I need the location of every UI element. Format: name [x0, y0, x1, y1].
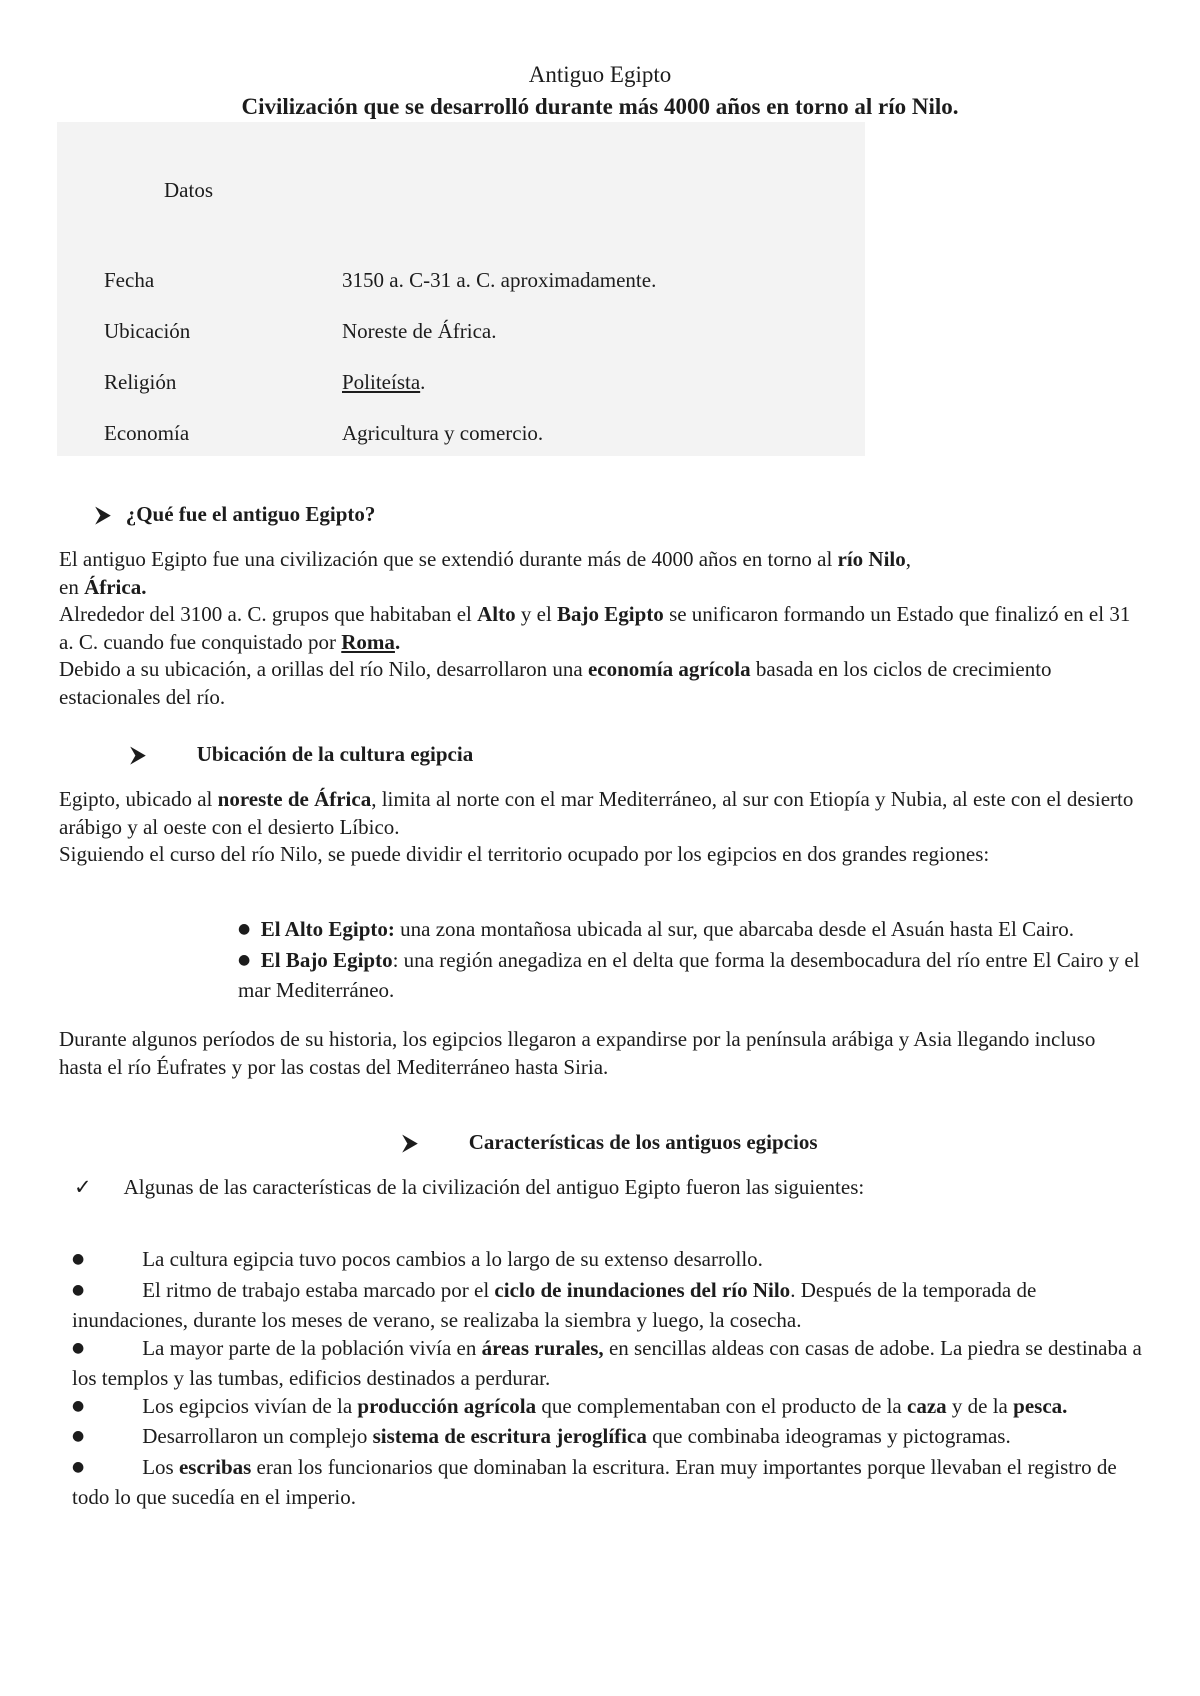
bullet-icon: ● — [238, 921, 251, 937]
checkmark-icon: ✓ — [74, 1175, 92, 1199]
page-subtitle: Civilización que se desarrolló durante más 4000 años en torno al río Nilo. — [241, 94, 959, 119]
section2-paragraph-3: Durante algunos períodos de su historia, los egipcios llegaron a expandirse por la península arábiga y Asia llegando incluso hasta el río Éufrates y por las costas del Mediterráneo hasta Siria. — [59, 1027, 1096, 1079]
roma-link[interactable]: Roma — [341, 629, 395, 654]
bullet-icon: ● — [72, 1428, 85, 1444]
list-item: ● Los egipcios vivían de la producción agrícola que complementaban con el producto de la caza y de la pesca. — [72, 1393, 1068, 1418]
section-heading-caracteristicas: ⮞ Características de los antiguos egipcios — [403, 1130, 818, 1154]
characteristics-list — [72, 1246, 1152, 1512]
table-label-fecha: Fecha — [104, 268, 155, 292]
regions-list — [238, 916, 1158, 1005]
table-value-ubicacion: Noreste de África. — [342, 319, 497, 343]
page-title: Antiguo Egipto — [528, 62, 672, 87]
bullet-icon: ● — [72, 1458, 85, 1475]
list-item: ● La cultura egipcia tuvo pocos cambios a lo largo de su extenso desarrollo. — [72, 1247, 763, 1271]
section1-paragraph-2: Alrededor del 3100 a. C. grupos que habitaban el Alto y el Bajo Egipto se unificaron formando un Estado que finalizó en el 31 a. C. cuando fue conquistado por Roma. — [59, 602, 1131, 654]
arrow-bullet-icon: ⮞ — [403, 1130, 418, 1154]
list-item: ● El ritmo de trabajo estaba marcado por el ciclo de inundaciones del río Nilo. Después de la temporada de inundaciones, durante los meses de verano, se realizaba la siembra y luego, la cosecha. — [72, 1277, 1037, 1332]
section1-paragraphs: El antiguo Egipto fue una civilización que se extendió durante más de 4000 años en torno al río Nilo, en África. Alrededor del 3100 a. C. grupos que habitaban el Alto y el Bajo Egipto se unificaron formando un Estado que finalizó en el 31 a. C. cuando fue conquistado por Roma. Debido a su ubicación, a orillas del río Nilo, desarrollaron una economía agrícola basada en los ciclos de crecimiento estacionales del río. — [59, 546, 1139, 711]
section-heading-que-fue: ⮞ ¿Qué fue el antiguo Egipto? — [96, 502, 376, 526]
table-value-fecha: 3150 a. C-31 a. C. aproximadamente. — [342, 268, 657, 292]
section1-paragraph-1: El antiguo Egipto fue una civilización que se extendió durante más de 4000 años en torno al río Nilo, — [59, 547, 912, 571]
arrow-bullet-icon: ⮞ — [96, 502, 111, 526]
bullet-icon: ● — [72, 1339, 85, 1356]
section2-paragraph-2: Siguiendo el curso del río Nilo, se puede dividir el territorio ocupado por los egipcios en dos grandes regiones: — [59, 842, 990, 866]
section-heading-ubicacion: ⮞ Ubicación de la cultura egipcia — [131, 742, 474, 766]
list-item: ● Desarrollaron un complejo sistema de escritura jeroglífica que combinaba ideogramas y pictogramas. — [72, 1424, 1011, 1448]
arrow-bullet-icon: ⮞ — [131, 742, 146, 766]
table-value-religion: Politeísta. — [342, 370, 426, 394]
list-item: ● El Alto Egipto: una zona montañosa ubicada al sur, que abarcaba desde el Asuán hasta El Cairo. — [238, 917, 1074, 941]
section1-paragraph-3: Debido a su ubicación, a orillas del río Nilo, desarrollaron una economía agrícola basada en los ciclos de crecimiento estacionales del río. — [59, 657, 1052, 709]
list-item: ● Los escribas eran los funcionarios que dominaban la escritura. Eran muy importantes porque llevaban el registro de todo lo que sucedía en el imperio. — [72, 1454, 1117, 1509]
bullet-icon: ● — [72, 1281, 85, 1298]
bullet-icon: ● — [238, 951, 251, 968]
table-value-economia: Agricultura y comercio. — [342, 421, 544, 445]
table-header: Datos — [164, 178, 213, 202]
section3-intro: ✓ Algunas de las características de la civilización del antiguo Egipto fueron las siguientes: — [74, 1175, 865, 1199]
table-label-ubicacion: Ubicación — [104, 319, 191, 343]
bullet-icon: ● — [72, 1397, 85, 1414]
section2-paragraph-1: Egipto, ubicado al noreste de África, limita al norte con el mar Mediterráneo, al sur con Etiopía y Nubia, al este con el desierto arábigo y al oeste con el desierto Líbico. — [59, 787, 1134, 839]
table-label-religion: Religión — [104, 370, 177, 394]
politeismo-link[interactable]: Politeísta — [342, 370, 421, 394]
bullet-icon: ● — [72, 1251, 85, 1267]
section2-paragraphs — [59, 786, 1139, 869]
table-label-economia: Economía — [104, 421, 190, 445]
list-item: ● El Bajo Egipto: una región anegadiza en el delta que forma la desembocadura del río entre El Cairo y el mar Mediterráneo. — [238, 947, 1140, 1002]
list-item: ● La mayor parte de la población vivía en áreas rurales, en sencillas aldeas con casas de adobe. La piedra se destinaba a los templos y las tumbas, edificios destinados a perdurar. — [72, 1335, 1142, 1390]
